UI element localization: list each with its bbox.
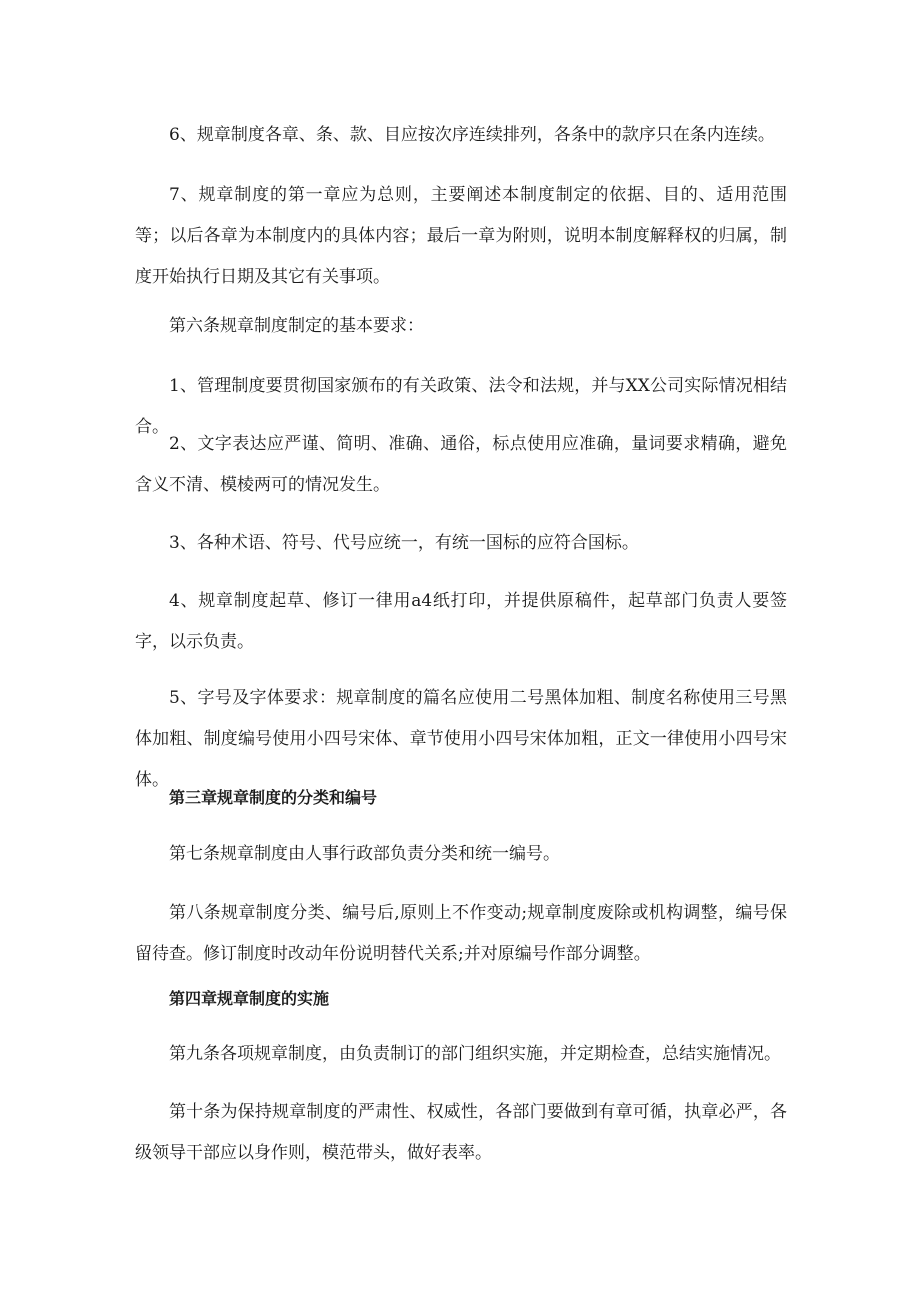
- paragraph-item-7: 7、规章制度的第一章应为总则，主要阐述本制度制定的依据、目的、适用范围等；以后各章为本制度内的具体内容；最后一章为附则，说明本制度解释权的归属，制度开始执行日期及其它有关事项。: [135, 185, 787, 287]
- paragraph-req-5: 5、字号及字体要求：规章制度的篇名应使用二号黑体加粗、制度名称使用三号黑体加粗、制度编号使用小四号宋体、章节使用小四号宋体加粗，正文一律使用小四号宋体。: [135, 688, 787, 790]
- paragraph-article-9: 第九条各项规章制度，由负责制订的部门组织实施，并定期检查，总结实施情况。: [169, 1044, 781, 1064]
- paragraph-article-6: 第六条规章制度制定的基本要求：: [169, 316, 424, 336]
- paragraph-article-8: 第八条规章制度分类、编号后,原则上不作变动;规章制度废除或机构调整，编号保留待查。修订制度时改动年份说明替代关系;并对原编号作部分调整。: [135, 903, 787, 964]
- paragraph-req-4: 4、规章制度起草、修订一律用a4纸打印，并提供原稿件，起草部门负责人要签字，以示负责。: [135, 591, 787, 652]
- paragraph-article-10: 第十条为保持规章制度的严肃性、权威性，各部门要做到有章可循，执章必严，各级领导干部应以身作则，模范带头，做好表率。: [135, 1102, 787, 1163]
- paragraph-article-7: 第七条规章制度由人事行政部负责分类和统一编号。: [169, 844, 560, 864]
- paragraph-req-2: 2、文字表达应严谨、简明、准确、通俗，标点使用应准确，量词要求精确，避免含义不清、模棱两可的情况发生。: [135, 434, 787, 495]
- chapter-4-heading: 第四章规章制度的实施: [169, 989, 330, 1008]
- paragraph-req-3: 3、各种术语、符号、代号应统一，有统一国标的应符合国标。: [169, 533, 639, 553]
- chapter-3-heading: 第三章规章制度的分类和编号: [169, 788, 378, 807]
- paragraph-req-1: 1、管理制度要贯彻国家颁布的有关政策、法令和法规，并与XX公司实际情况相结合。: [135, 376, 787, 437]
- paragraph-item-6: 6、规章制度各章、条、款、目应按次序连续排列，各条中的款序只在条内连续。: [169, 125, 775, 145]
